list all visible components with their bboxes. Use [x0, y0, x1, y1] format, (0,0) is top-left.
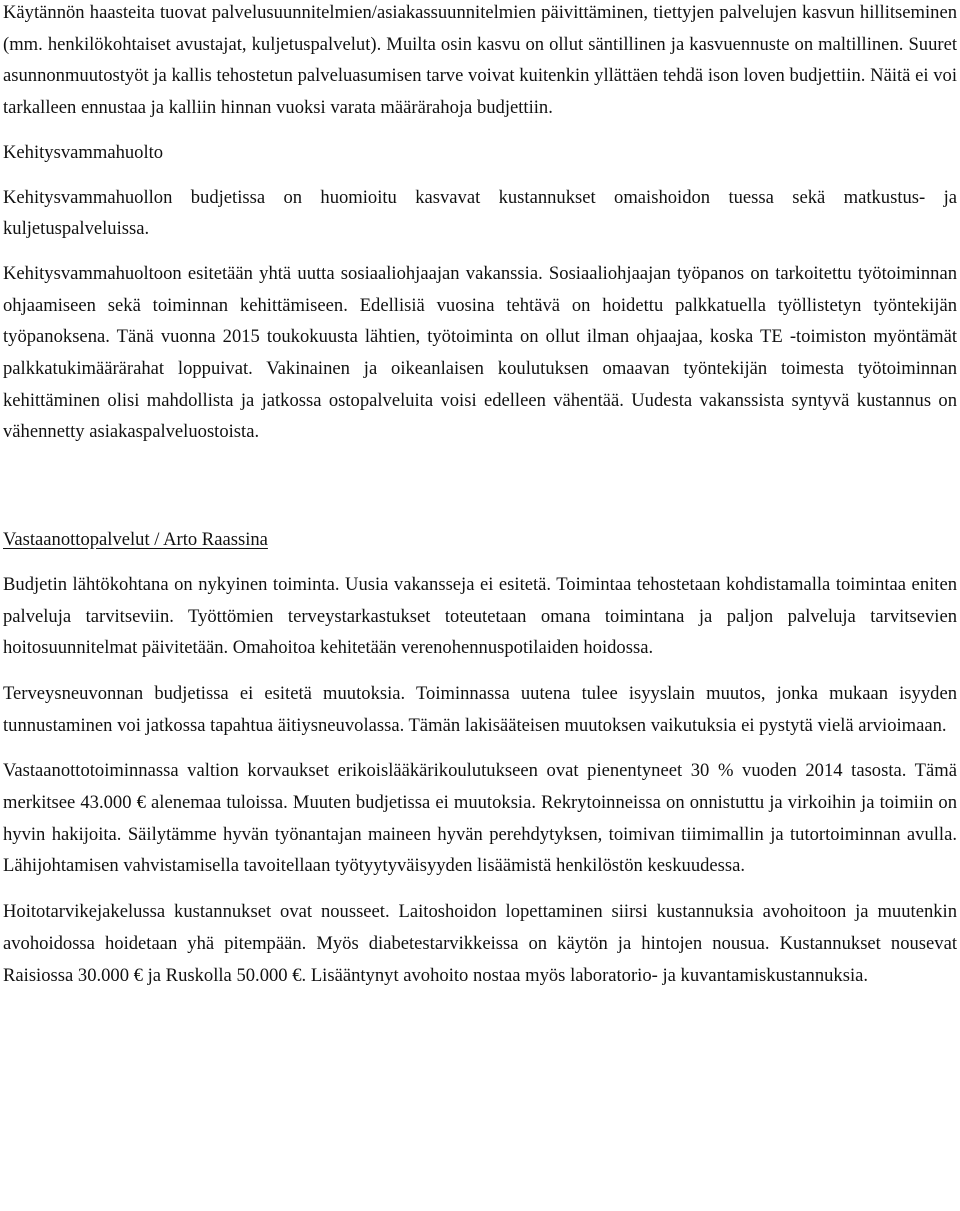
vastaanottotoiminta-paragraph: Vastaanottotoiminnassa valtion korvaukset erikoislääkärikoulutukseen ovat pienentyneet 30 % vuoden 2014 tasosta. Tämä merkitsee 43.000 € alenemaa tuloissa. Muuten budjetissa ei muutoksia. Rekrytoinneissa on onnistuttu ja virkoihin ja toimiin on hyvin hakijoita. Säilytämme hyvän työnantajan maineen hyvän perehdytyksen, toimivan tiimimallin ja tutortoiminnan avulla. Lähijohtamisen vahvistamisella tavoitellaan työtyytyväisyyden lisäämistä henkilöstön keskuudessa.	[3, 760, 957, 877]
kehitysvammahuolto-budget-paragraph: Kehitysvammahuollon budjetissa on huomioitu kasvavat kustannukset omaishoidon tuessa sekä matkustus- ja kuljetuspalveluissa.	[3, 186, 957, 240]
terveysneuvonta-paragraph: Terveysneuvonnan budjetissa ei esitetä muutoksia. Toiminnassa uutena tulee isyyslain muutos, jonka mukaan isyyden tunnustaminen voi jatkossa tapahtua äitiysneuvolassa. Tämän lakisääteisen muutoksen vaikutuksia ei pystytä vielä arvioimaan.	[3, 682, 957, 736]
vastaanotto-budget-paragraph: Budjetin lähtökohtana on nykyinen toiminta. Uusia vakansseja ei esitetä. Toimintaa tehostetaan kohdistamalla toimintaa eniten palveluja tarvitseviin. Työttömien terveystarkastukset toteutetaan omana toimintana ja paljon palveluja tarvitsevien hoitosuunnitelmat päivitetään. Omahoitoa kehitetään verenohennuspotilaiden hoidossa.	[3, 573, 957, 659]
section-heading-kehitysvammahuolto: Kehitysvammahuolto	[3, 141, 164, 163]
section-heading-vastaanottopalvelut: Vastaanottopalvelut / Arto Raassina	[3, 529, 268, 551]
kehitysvammahuolto-vacancy-paragraph: Kehitysvammahuoltoon esitetään yhtä uutta sosiaaliohjaajan vakanssia. Sosiaaliohjaajan työpanos on tarkoitettu työtoiminnan ohjaamiseen sekä toiminnan kehittämiseen. Edellisiä vuosina tehtävä on hoidettu palkkatuella työllistetyn työntekijän työpanoksena. Tänä vuonna 2015 toukokuusta lähtien, työtoiminta on ollut ilman ohjaajaa, koska TE -toimiston myöntämät palkkatukimäärärahat loppuivat. Vakinainen ja oikeanlaisen koulutuksen omaavan työntekijän toimesta työtoiminnan kehittäminen olisi mahdollista ja jatkossa ostopalveluita voisi edelleen vähentää. Uudesta vakanssista syntyvä kustannus on vähennetty asiakaspalveluostoista.	[3, 262, 957, 443]
intro-paragraph: Käytännön haasteita tuovat palvelusuunnitelmien/asiakassuunnitelmien päivittäminen, tiettyjen palvelujen kasvun hillitseminen (mm. henkilökohtaiset avustajat, kuljetuspalvelut). Muilta osin kasvu on ollut säntillinen ja kasvuennuste on maltillinen. Suuret asunnonmuutostyöt ja kallis tehostetun palveluasumisen tarve voivat kuitenkin yllättäen tehdä ison loven budjettiin. Näitä ei voi tarkalleen ennustaa ja kalliin hinnan vuoksi varata määrärahoja budjettiin.	[3, 2, 957, 119]
hoitotarvikejakelu-paragraph: Hoitotarvikejakelussa kustannukset ovat nousseet. Laitoshoidon lopettaminen siirsi kustannuksia avohoitoon ja muutenkin avohoidossa hoidetaan yhä pitempään. Myös diabetestarvikkeissa on käytön ja hintojen nousua. Kustannukset nousevat Raisiossa 30.000 € ja Ruskolla 50.000 €. Lisääntynyt avohoito nostaa myös laboratorio- ja kuvantamiskustannuksia.	[3, 901, 957, 986]
document-page	[3, 0, 957, 991]
